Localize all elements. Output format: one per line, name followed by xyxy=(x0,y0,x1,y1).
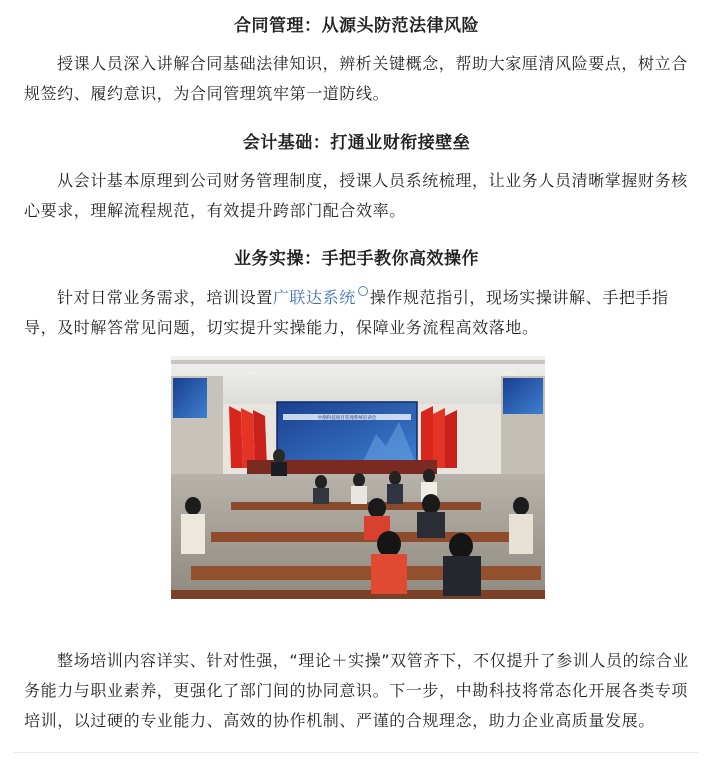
section-paragraph-contract: 授课人员深入讲解合同基础法律知识，辨析关键概念，帮助大家厘清风险要点，树立合规签约、履约意识，为合同管理筑牢第一道防线。 xyxy=(24,54,688,103)
screen-title-text: 中勘科技项目管理系统培训会 xyxy=(317,416,377,421)
section-heading-accounting: 会计基础：打通业财衔接壁垒 xyxy=(242,133,471,153)
search-icon[interactable] xyxy=(358,286,368,296)
paragraph-text-after-link: 操作规范指引，现场实操讲解、手把手指导，及时解答常见问题，切实提升实操能力，保障业务流程高效落地。 xyxy=(24,288,669,337)
closing-paragraph: 整场培训内容详实、针对性强，“理论＋实操”双管齐下，不仅提升了参训人员的综合业务能力与职业素养，更强化了部门间的协同意识。下一步，中勘科技将常态化开展各类专项培训，以过硬的专业能力、高效的协作机制、严谨的合规理念，助力企业高质量发展。 xyxy=(24,651,689,730)
side-screen-left xyxy=(173,378,207,418)
glodon-system-link[interactable]: 广联达系统 xyxy=(272,288,356,307)
training-session-photo xyxy=(171,356,545,599)
side-screen-right xyxy=(503,378,543,414)
section-paragraph-accounting: 从会计基本原理到公司财务管理制度，授课人员系统梳理，让业务人员清晰掌握财务核心要求，理解流程规范，有效提升跨部门配合效率。 xyxy=(24,171,688,220)
paragraph-text-before-link: 针对日常业务需求，培训设置 xyxy=(57,288,273,307)
section-paragraph-practice xyxy=(24,283,696,343)
section-heading-contract: 合同管理：从源头防范法律风险 xyxy=(234,16,479,36)
section-heading-practice: 业务实操：手把手教你高效操作 xyxy=(234,249,479,269)
divider-line xyxy=(14,752,698,753)
